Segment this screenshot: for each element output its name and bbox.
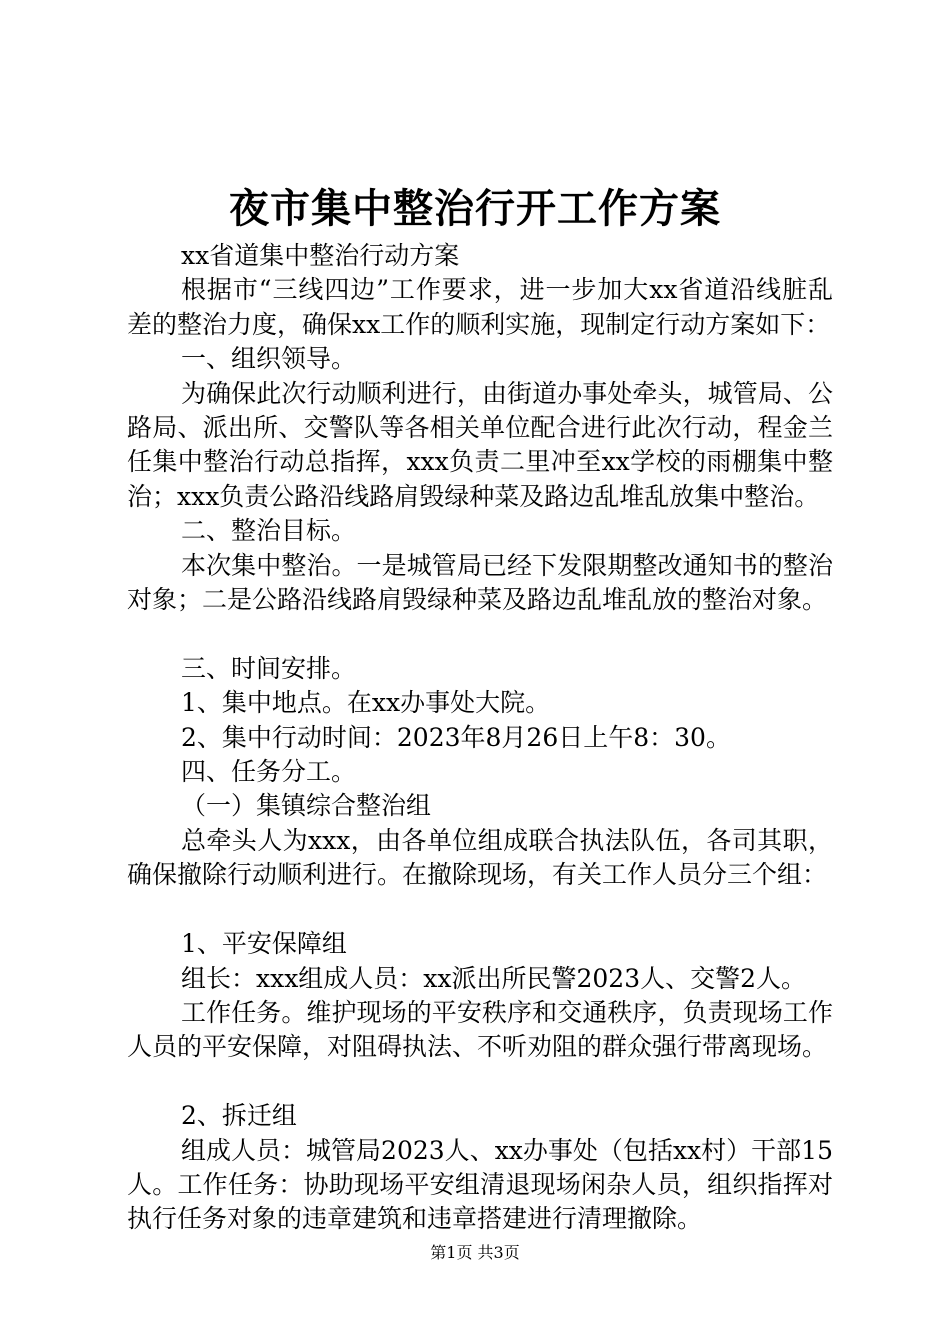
heading-security-group: 1、平安保障组 [181,929,347,959]
paragraph-goals: 本次集中整治。一是城管局已经下发限期整改通知书的整治对象；二是公路沿线路肩毁绿种菜及路边乱堆乱放的整治对象。 [127,550,833,615]
paragraph-time: 2、集中行动时间：2023年8月26日上午8：30。 [181,722,731,752]
heading-tasks: 四、任务分工。 [181,757,357,787]
page-footer: 第1页 共3页 [430,1243,520,1262]
document-body [127,239,833,1237]
paragraph-organization: 为确保此次行动顺利进行，由街道办事处牵头，城管局、公路局、派出所、交警队等各相关单位配合进行此次行动，程金兰任集中整治行动总指挥，xxx负责二里冲至xx学校的雨棚集中整治；xxx负责公路沿线路肩毁绿种菜及路边乱堆乱放集中整治。 [127,378,833,511]
paragraph-security-members: 组长：xxx组成人员：xx派出所民警2023人、交警2人。 [181,963,807,993]
paragraph-demolition: 组成人员：城管局2023人、xx办事处（包括xx村）干部15人。工作任务：协助现场平安组清退现场闲杂人员，组织指挥对执行任务对象的违章建筑和违章搭建进行清理撤除。 [127,1135,833,1234]
paragraph-town-group: 总牵头人为xxx，由各单位组成联合执法队伍，各司其职，确保撤除行动顺利进行。在撤除现场，有关工作人员分三个组： [127,825,833,890]
heading-goals: 二、整治目标。 [181,516,357,546]
paragraph-plan-name: xx省道集中整治行动方案 [181,241,460,270]
heading-schedule: 三、时间安排。 [181,653,357,683]
heading-demolition-group: 2、拆迁组 [181,1101,297,1131]
heading-organization: 一、组织领导。 [181,344,357,374]
document-title: 夜市集中整治行开工作方案 [229,185,721,232]
paragraph-location: 1、集中地点。在xx办事处大院。 [181,688,551,718]
heading-town-group: （一）集镇综合整治组 [181,791,432,821]
paragraph-security-tasks: 工作任务。维护现场的平安秩序和交通秩序，负责现场工作人员的平安保障，对阻碍执法、不听劝阻的群众强行带离现场。 [127,997,833,1062]
paragraph-intro: 根据市“三线四边”工作要求，进一步加大xx省道沿线脏乱差的整治力度，确保xx工作的顺利实施，现制定行动方案如下： [127,275,833,339]
